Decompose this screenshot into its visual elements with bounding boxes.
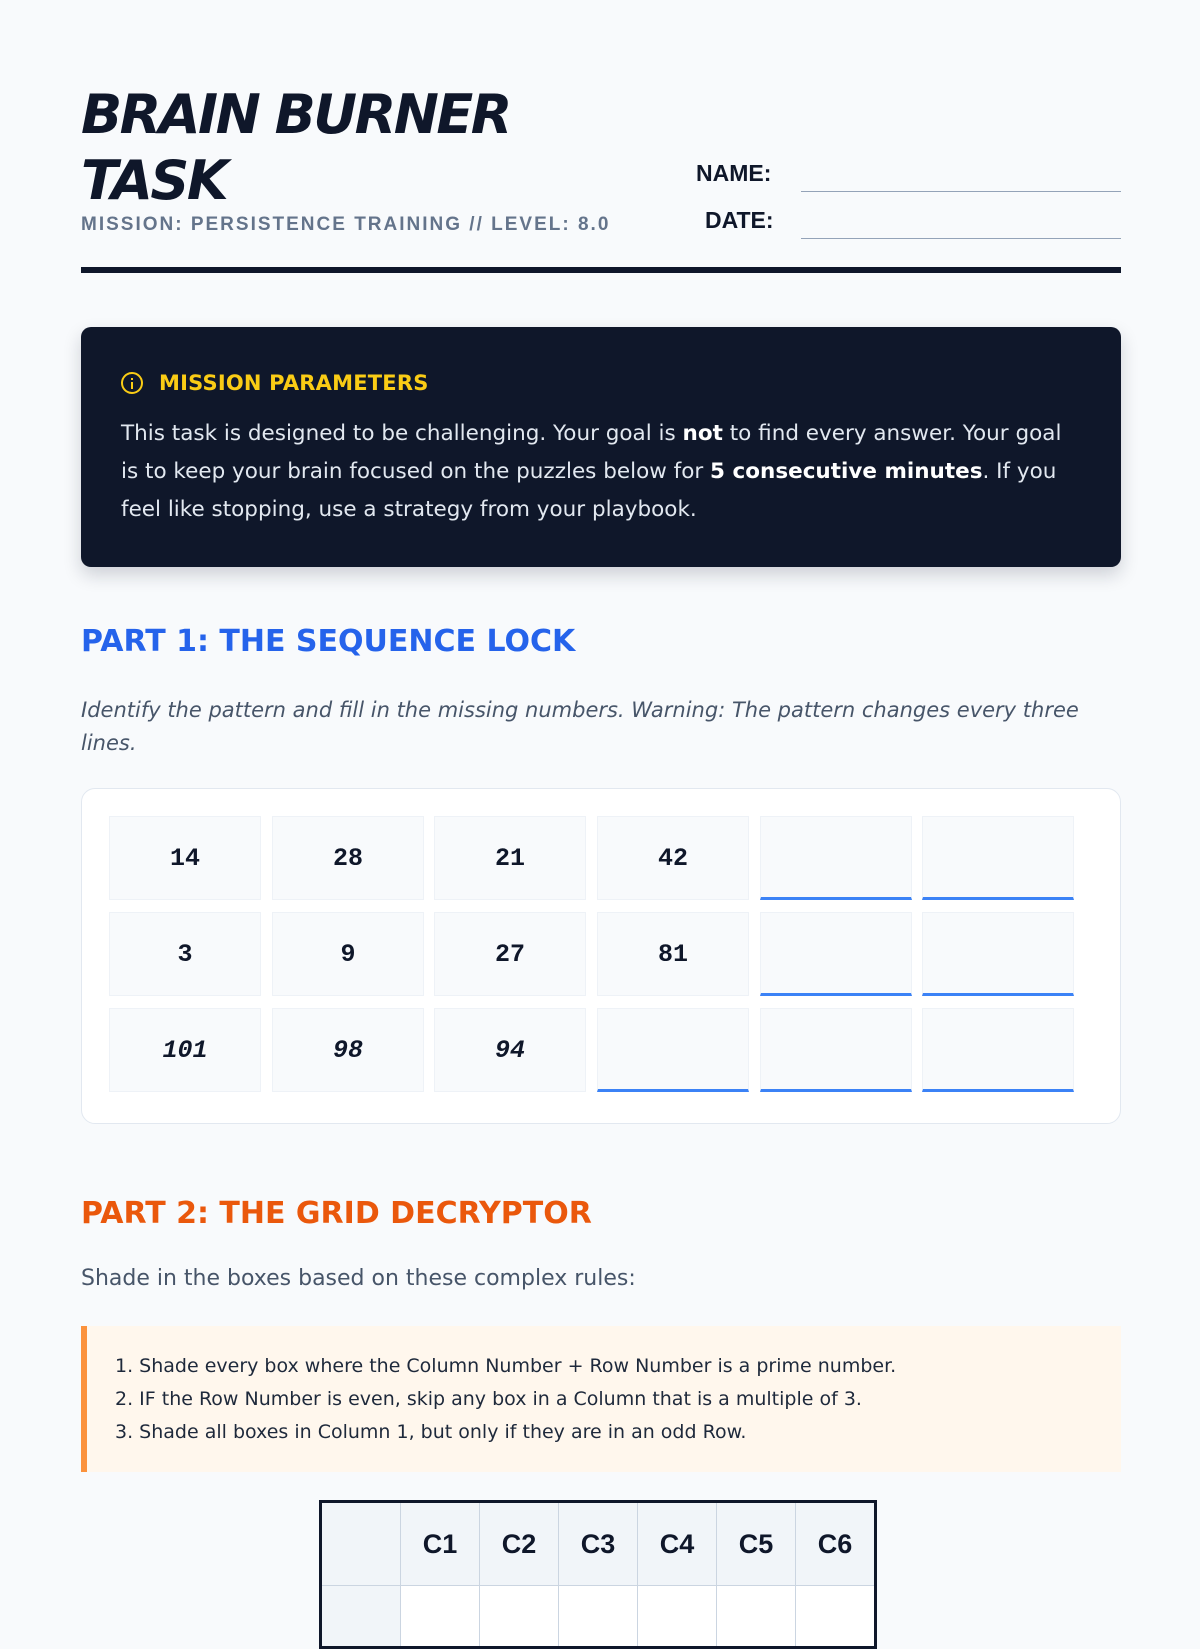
- grid-cell[interactable]: [638, 1586, 717, 1648]
- sequence-answer-input[interactable]: [760, 912, 912, 996]
- rules-box: [81, 1326, 1121, 1472]
- sequence-number: 81: [597, 912, 749, 996]
- sequence-answer-input[interactable]: [597, 1008, 749, 1092]
- sequence-number: 101: [109, 1008, 261, 1092]
- grid-column-header: C5: [717, 1502, 796, 1586]
- sequence-number: 27: [434, 912, 586, 996]
- part1-instruction: Identify the pattern and fill in the missing numbers. Warning: The pattern changes every three lines.: [81, 698, 1079, 755]
- rule-item: 1. Shade every box where the Column Number + Row Number is a prime number.: [115, 1355, 897, 1377]
- sequence-number: 28: [272, 816, 424, 900]
- grid-cell[interactable]: [796, 1586, 876, 1648]
- sequence-answer-input[interactable]: [922, 1008, 1074, 1092]
- sequence-answer-input[interactable]: [760, 1008, 912, 1092]
- name-field[interactable]: [801, 191, 1121, 192]
- grid-cell[interactable]: [559, 1586, 638, 1648]
- sequence-number: 9: [272, 912, 424, 996]
- sequence-answer-input[interactable]: [922, 912, 1074, 996]
- grid-column-header: C1: [401, 1502, 480, 1586]
- date-field[interactable]: [801, 238, 1121, 239]
- title-line-1: BRAIN BURNER: [81, 83, 510, 146]
- rule-item: 3. Shade all boxes in Column 1, but only if they are in an odd Row.: [115, 1421, 747, 1443]
- part1-title: PART 1: THE SEQUENCE LOCK: [81, 624, 576, 659]
- grid-column-header: C4: [638, 1502, 717, 1586]
- rule-item: 2. IF the Row Number is even, skip any box in a Column that is a multiple of 3.: [115, 1388, 862, 1410]
- sequence-number: 98: [272, 1008, 424, 1092]
- page-title: [81, 82, 601, 214]
- part2-title: PART 2: THE GRID DECRYPTOR: [81, 1196, 592, 1231]
- mission-text: [121, 415, 1081, 529]
- sequence-number: 14: [109, 816, 261, 900]
- mission-parameters-box: [81, 327, 1121, 567]
- info-circle-icon: [121, 372, 143, 394]
- sequence-card: [81, 788, 1121, 1124]
- mission-text-part-3: . If you feel like stopping, use a strategy from your playbook.: [121, 459, 1057, 522]
- grid-column-header: C3: [559, 1502, 638, 1586]
- grid-row-header: [321, 1586, 401, 1648]
- header-divider: [81, 267, 1121, 273]
- sequence-number: 21: [434, 816, 586, 900]
- part2-instruction: Shade in the boxes based on these complex rules:: [81, 1266, 636, 1291]
- sequence-number: 42: [597, 816, 749, 900]
- grid-corner-cell: [321, 1502, 401, 1586]
- mission-header: [121, 371, 429, 395]
- mission-text-part-2: to find every answer. Your goal is to keep your brain focused on the puzzles below for: [121, 421, 1062, 484]
- sequence-answer-input[interactable]: [922, 816, 1074, 900]
- mission-title: MISSION PARAMETERS: [159, 371, 429, 395]
- decryptor-grid: [319, 1500, 877, 1649]
- date-label: DATE:: [705, 207, 774, 233]
- sequence-number: 3: [109, 912, 261, 996]
- grid-column-header: C2: [480, 1502, 559, 1586]
- grid-cell[interactable]: [717, 1586, 796, 1648]
- mission-text-bold-1: not: [682, 421, 723, 446]
- mission-text-part-1: This task is designed to be challenging. Your goal is: [121, 421, 683, 446]
- grid-cell[interactable]: [401, 1586, 480, 1648]
- mission-subtitle: MISSION: PERSISTENCE TRAINING // LEVEL: 8.0: [81, 214, 611, 235]
- grid-column-header: C6: [796, 1502, 876, 1586]
- title-line-2: TASK: [81, 149, 227, 212]
- mission-text-bold-2: 5 consecutive minutes: [710, 459, 983, 484]
- sequence-answer-input[interactable]: [760, 816, 912, 900]
- name-label: NAME:: [696, 160, 772, 186]
- sequence-number: 94: [434, 1008, 586, 1092]
- grid-header-row: [321, 1502, 876, 1586]
- grid-cell[interactable]: [480, 1586, 559, 1648]
- grid-row: [321, 1586, 876, 1648]
